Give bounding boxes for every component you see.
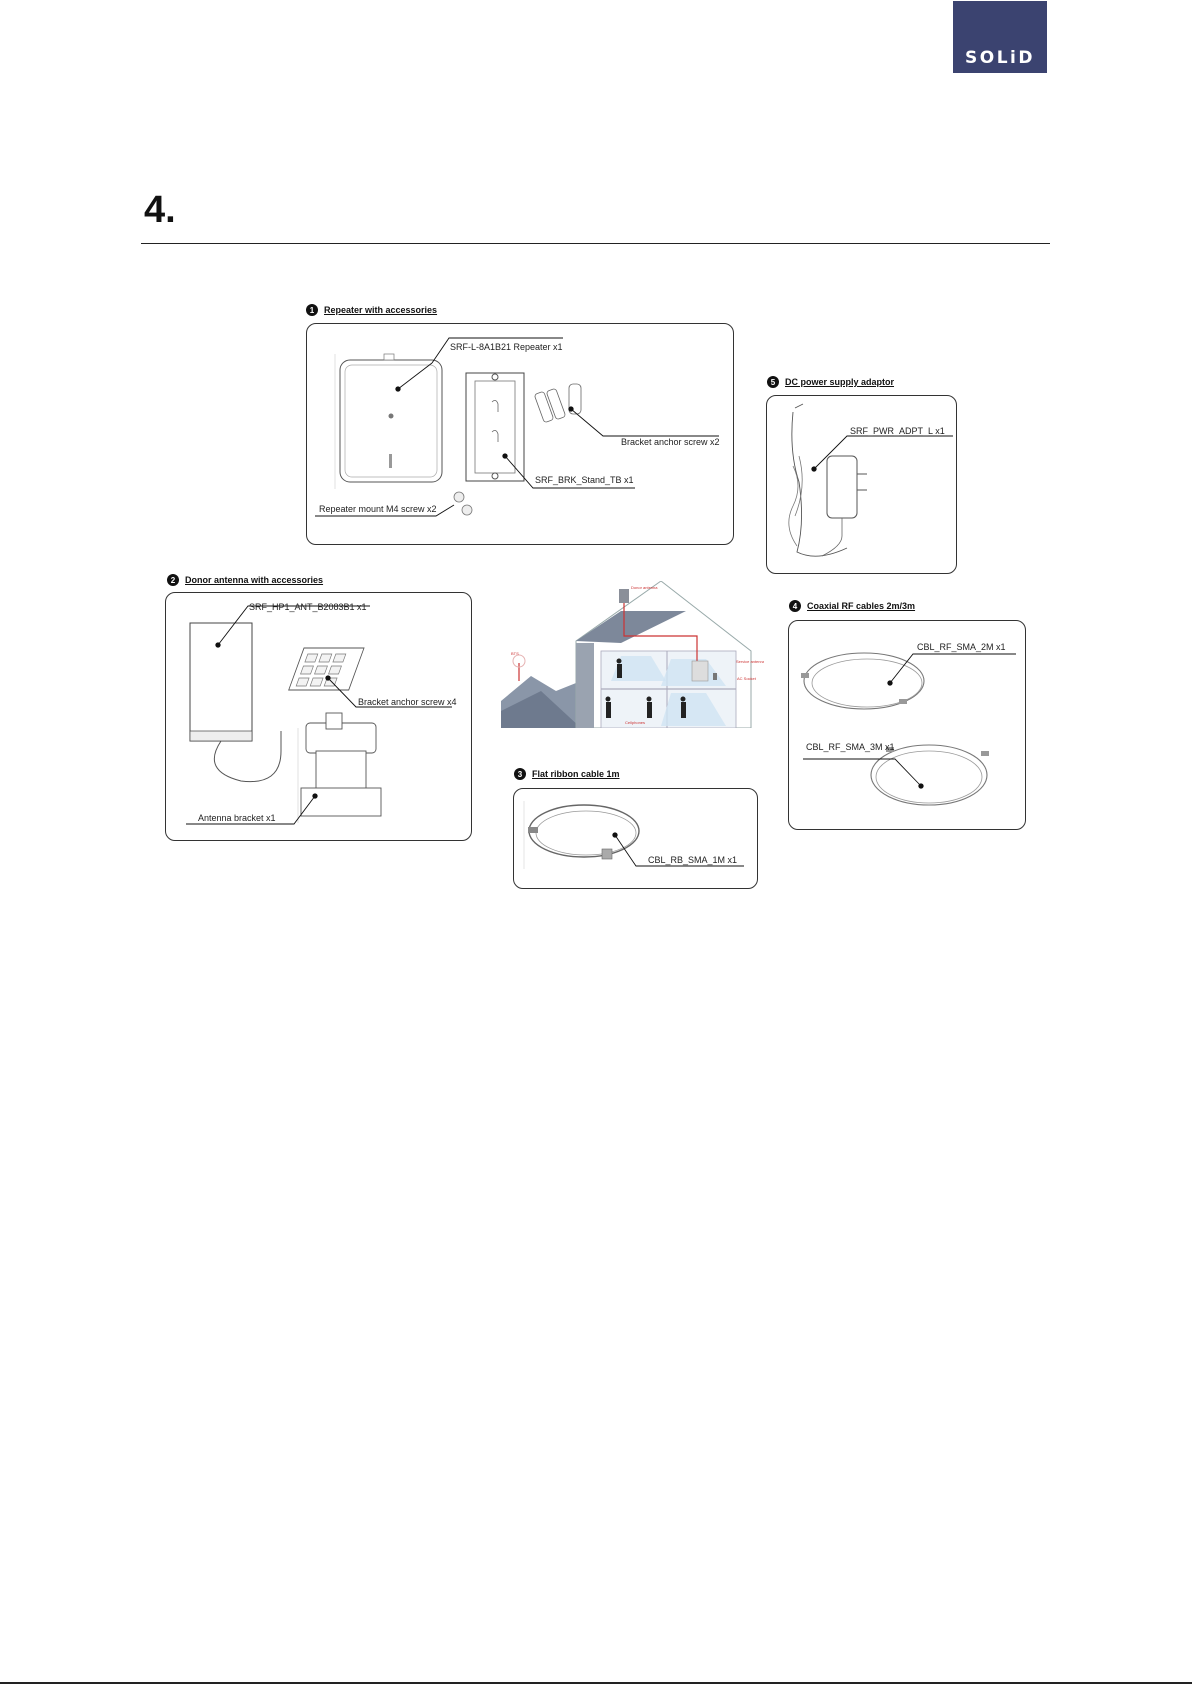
heading-divider [141, 243, 1050, 244]
installation-scene [501, 581, 764, 728]
bracket-screw-label: Bracket anchor screw x2 [621, 437, 720, 447]
house-illustration [501, 581, 764, 728]
section-number-badge: 3 [514, 768, 526, 780]
ribbon-cable-illustration [514, 789, 757, 888]
logo-text: SOLiD [965, 48, 1035, 68]
section-title-text: DC power supply adaptor [785, 377, 895, 387]
coaxial-section-title [789, 600, 915, 612]
section-number-badge: 1 [306, 304, 318, 316]
section-number-badge: 2 [167, 574, 179, 586]
stand-label: SRF_BRK_Stand_TB x1 [535, 475, 634, 485]
donor-antenna-box [165, 592, 472, 841]
repeater-box [306, 323, 734, 545]
section-title-text: Donor antenna with accessories [185, 575, 324, 585]
ribbon-section-title [514, 768, 620, 780]
solid-logo [953, 1, 1047, 73]
scene-service-antenna-label: Service antenna [736, 659, 764, 664]
repeater-label: SRF-L-8A1B21 Repeater x1 [450, 342, 563, 352]
adaptor-label: SRF_PWR_ADPT_L x1 [850, 426, 945, 436]
section-title-text: Flat ribbon cable 1m [532, 769, 620, 779]
donor-antenna-illustration [166, 593, 471, 840]
scene-ac-socket-label: AC Socket [737, 676, 756, 681]
power-adaptor-illustration [767, 396, 956, 573]
scene-donor-antenna-label: Donor antenna [631, 585, 658, 590]
footer-divider [0, 1682, 1192, 1684]
cable-3m-label: CBL_RF_SMA_3M x1 [806, 742, 895, 752]
section-number-badge: 4 [789, 600, 801, 612]
section-heading: 4. [144, 189, 176, 231]
bracket-screw-label: Bracket anchor screw x4 [358, 697, 457, 707]
section-title-text: Repeater with accessories [324, 305, 438, 315]
bts-label: BTS [511, 651, 519, 656]
dc-power-box [766, 395, 957, 574]
scene-cellphones-label: Cellphones [625, 720, 646, 725]
ribbon-box [513, 788, 758, 889]
coaxial-box [788, 620, 1026, 830]
repeater-section-title [306, 304, 437, 316]
dc-power-section-title [767, 376, 894, 388]
bracket-label: Antenna bracket x1 [198, 813, 276, 823]
section-title-text: Coaxial RF cables 2m/3m [807, 601, 916, 611]
cable-2m-label: CBL_RF_SMA_2M x1 [917, 642, 1006, 652]
donor-antenna-section-title [167, 574, 323, 586]
section-number-badge: 5 [767, 376, 779, 388]
mount-screw-label: Repeater mount M4 screw x2 [319, 504, 437, 514]
coaxial-cable-illustration [789, 621, 1025, 829]
ribbon-cable-label: CBL_RB_SMA_1M x1 [648, 855, 738, 865]
antenna-label: SRF_HP1_ANT_B2083B1 x1 [249, 602, 367, 612]
